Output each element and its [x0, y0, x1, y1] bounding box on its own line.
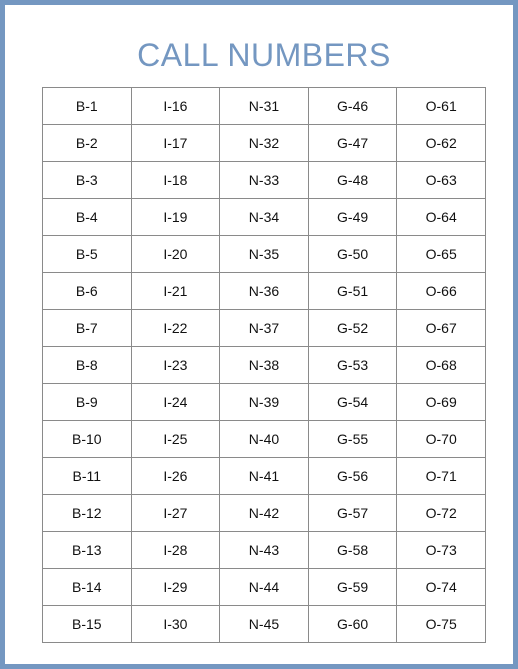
call-number-cell: N-33	[220, 162, 309, 199]
table-row	[43, 199, 486, 236]
call-number-cell: I-24	[131, 384, 220, 421]
call-number-cell: N-32	[220, 125, 309, 162]
table-row	[43, 569, 486, 606]
call-number-cell: N-31	[220, 88, 309, 125]
table-row	[43, 236, 486, 273]
call-number-cell: I-22	[131, 310, 220, 347]
call-number-cell: O-63	[397, 162, 486, 199]
table-row	[43, 421, 486, 458]
table-row	[43, 458, 486, 495]
call-number-cell: N-36	[220, 273, 309, 310]
call-number-cell: G-60	[308, 606, 397, 643]
call-number-cell: G-47	[308, 125, 397, 162]
call-number-cell: B-2	[43, 125, 132, 162]
call-number-cell: G-48	[308, 162, 397, 199]
call-number-cell: N-37	[220, 310, 309, 347]
call-number-cell: O-71	[397, 458, 486, 495]
call-number-cell: I-29	[131, 569, 220, 606]
call-number-cell: N-41	[220, 458, 309, 495]
table-row	[43, 310, 486, 347]
call-number-cell: I-18	[131, 162, 220, 199]
table-row	[43, 495, 486, 532]
call-number-cell: G-56	[308, 458, 397, 495]
call-numbers-table-body	[43, 88, 486, 643]
call-number-cell: B-7	[43, 310, 132, 347]
table-row	[43, 532, 486, 569]
table-row	[43, 347, 486, 384]
call-number-cell: I-17	[131, 125, 220, 162]
table-row	[43, 384, 486, 421]
table-row	[43, 273, 486, 310]
call-number-cell: G-55	[308, 421, 397, 458]
call-number-cell: G-52	[308, 310, 397, 347]
call-number-cell: I-19	[131, 199, 220, 236]
call-number-cell: I-25	[131, 421, 220, 458]
call-number-cell: B-15	[43, 606, 132, 643]
call-number-cell: O-75	[397, 606, 486, 643]
call-number-cell: O-74	[397, 569, 486, 606]
call-number-cell: B-1	[43, 88, 132, 125]
call-number-cell: N-43	[220, 532, 309, 569]
call-number-cell: I-26	[131, 458, 220, 495]
call-number-cell: O-69	[397, 384, 486, 421]
call-number-cell: G-51	[308, 273, 397, 310]
call-number-cell: O-65	[397, 236, 486, 273]
call-number-cell: B-14	[43, 569, 132, 606]
call-numbers-table	[42, 87, 486, 643]
call-number-cell: G-53	[308, 347, 397, 384]
table-row	[43, 125, 486, 162]
call-number-cell: I-23	[131, 347, 220, 384]
call-number-cell: B-6	[43, 273, 132, 310]
call-number-cell: G-54	[308, 384, 397, 421]
call-number-cell: B-13	[43, 532, 132, 569]
call-number-cell: N-45	[220, 606, 309, 643]
call-number-cell: N-44	[220, 569, 309, 606]
call-number-cell: B-4	[43, 199, 132, 236]
call-number-cell: B-3	[43, 162, 132, 199]
call-number-cell: G-49	[308, 199, 397, 236]
call-number-cell: N-34	[220, 199, 309, 236]
page-title: CALL NUMBERS	[137, 37, 391, 73]
call-number-cell: I-27	[131, 495, 220, 532]
call-number-cell: N-40	[220, 421, 309, 458]
table-row	[43, 162, 486, 199]
call-number-cell: O-72	[397, 495, 486, 532]
call-number-cell: G-58	[308, 532, 397, 569]
call-number-cell: O-64	[397, 199, 486, 236]
call-number-cell: N-42	[220, 495, 309, 532]
call-number-cell: B-12	[43, 495, 132, 532]
call-number-cell: B-11	[43, 458, 132, 495]
call-number-cell: B-5	[43, 236, 132, 273]
call-number-cell: I-21	[131, 273, 220, 310]
call-number-cell: I-20	[131, 236, 220, 273]
call-number-cell: O-73	[397, 532, 486, 569]
call-number-cell: G-50	[308, 236, 397, 273]
call-number-cell: I-28	[131, 532, 220, 569]
call-number-cell: G-59	[308, 569, 397, 606]
table-row	[43, 606, 486, 643]
table-row	[43, 88, 486, 125]
call-number-cell: O-67	[397, 310, 486, 347]
call-number-cell: N-38	[220, 347, 309, 384]
call-number-cell: O-62	[397, 125, 486, 162]
call-number-cell: B-10	[43, 421, 132, 458]
call-number-cell: G-46	[308, 88, 397, 125]
call-number-cell: O-68	[397, 347, 486, 384]
call-number-cell: I-30	[131, 606, 220, 643]
call-number-cell: B-8	[43, 347, 132, 384]
call-number-cell: G-57	[308, 495, 397, 532]
call-number-cell: I-16	[131, 88, 220, 125]
call-number-cell: O-70	[397, 421, 486, 458]
call-number-cell: B-9	[43, 384, 132, 421]
call-number-cell: N-35	[220, 236, 309, 273]
call-number-cell: N-39	[220, 384, 309, 421]
call-number-cell: O-66	[397, 273, 486, 310]
call-number-cell: O-61	[397, 88, 486, 125]
